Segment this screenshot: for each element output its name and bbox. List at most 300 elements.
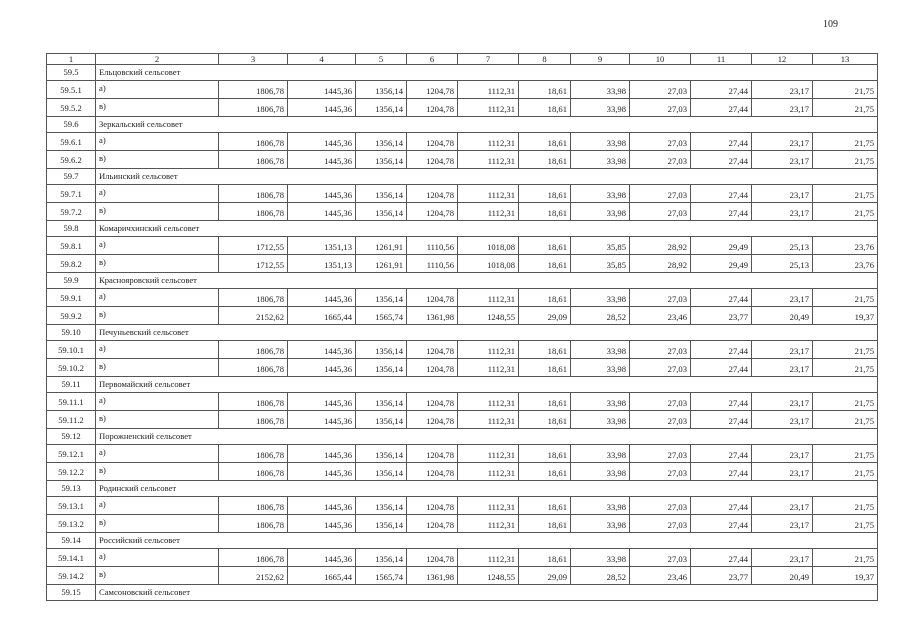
section-number: 59.8 [47,221,96,237]
value-cell: 27,44 [691,289,752,307]
row-number: 59.10.1 [47,341,96,359]
section-number: 59.5 [47,65,96,81]
value-cell: 21,75 [813,515,878,533]
value-cell: 1204,78 [407,411,458,429]
section-title: Печуньевский сельсовет [96,325,878,341]
value-cell: 35,85 [571,237,630,255]
value-cell: 27,44 [691,515,752,533]
value-cell: 1356,14 [356,203,407,221]
value-cell: 1204,78 [407,81,458,99]
value-cell: 27,03 [630,549,691,567]
value-cell: 1112,31 [458,133,519,151]
value-cell: 21,75 [813,341,878,359]
row-label: а) [96,393,219,411]
value-cell: 33,98 [571,203,630,221]
table-row [47,515,878,533]
section-row [47,221,878,237]
value-cell: 1110,56 [407,237,458,255]
section-title: Родинский сельсовет [96,481,878,497]
value-cell: 28,52 [571,567,630,585]
row-number: 59.11.1 [47,393,96,411]
value-cell: 18,61 [519,203,571,221]
value-cell: 1356,14 [356,99,407,117]
value-cell: 27,44 [691,359,752,377]
row-number: 59.7.2 [47,203,96,221]
value-cell: 1356,14 [356,497,407,515]
value-cell: 35,85 [571,255,630,273]
value-cell: 1445,36 [288,497,356,515]
value-cell: 1356,14 [356,81,407,99]
section-title: Ельцовский сельсовет [96,65,878,81]
value-cell: 33,98 [571,289,630,307]
value-cell: 33,98 [571,445,630,463]
value-cell: 27,03 [630,497,691,515]
value-cell: 23,17 [752,133,813,151]
value-cell: 23,46 [630,307,691,325]
table-row [47,133,878,151]
value-cell: 18,61 [519,549,571,567]
section-number: 59.13 [47,481,96,497]
value-cell: 1112,31 [458,289,519,307]
section-title: Краснояровский сельсовет [96,273,878,289]
row-label: а) [96,341,219,359]
value-cell: 33,98 [571,497,630,515]
value-cell: 1204,78 [407,359,458,377]
row-label: в) [96,99,219,117]
row-label: а) [96,185,219,203]
value-cell: 1712,55 [219,237,288,255]
row-number: 59.12.1 [47,445,96,463]
value-cell: 23,76 [813,255,878,273]
value-cell: 1018,08 [458,237,519,255]
value-cell: 1110,56 [407,255,458,273]
table-row [47,359,878,377]
value-cell: 27,03 [630,185,691,203]
value-cell: 1356,14 [356,411,407,429]
row-label: а) [96,445,219,463]
row-label: в) [96,255,219,273]
value-cell: 27,44 [691,341,752,359]
value-cell: 27,03 [630,515,691,533]
section-title: Российский сельсовет [96,533,878,549]
table-row [47,99,878,117]
value-cell: 23,17 [752,411,813,429]
value-cell: 18,61 [519,393,571,411]
value-cell: 25,13 [752,237,813,255]
value-cell: 1806,78 [219,203,288,221]
value-cell: 1112,31 [458,411,519,429]
value-cell: 27,44 [691,411,752,429]
value-cell: 1356,14 [356,185,407,203]
value-cell: 29,09 [519,307,571,325]
value-cell: 1445,36 [288,359,356,377]
value-cell: 1445,36 [288,393,356,411]
value-cell: 23,77 [691,567,752,585]
column-number-cell: 4 [288,54,356,65]
column-number-cell: 1 [47,54,96,65]
row-label: в) [96,307,219,325]
section-row [47,117,878,133]
value-cell: 1806,78 [219,393,288,411]
value-cell: 27,44 [691,185,752,203]
section-title: Порожненский сельсовет [96,429,878,445]
value-cell: 1204,78 [407,289,458,307]
value-cell: 23,17 [752,99,813,117]
table-row [47,549,878,567]
column-number-cell: 11 [691,54,752,65]
value-cell: 27,03 [630,99,691,117]
row-number: 59.12.2 [47,463,96,481]
value-cell: 27,44 [691,81,752,99]
value-cell: 33,98 [571,99,630,117]
column-number-cell: 10 [630,54,691,65]
value-cell: 1204,78 [407,445,458,463]
value-cell: 1261,91 [356,255,407,273]
value-cell: 1806,78 [219,133,288,151]
value-cell: 1204,78 [407,99,458,117]
value-cell: 27,03 [630,289,691,307]
value-cell: 27,03 [630,463,691,481]
value-cell: 18,61 [519,133,571,151]
value-cell: 28,92 [630,255,691,273]
table-row [47,203,878,221]
value-cell: 27,03 [630,133,691,151]
column-number-cell: 7 [458,54,519,65]
value-cell: 1356,14 [356,515,407,533]
value-cell: 23,17 [752,549,813,567]
value-cell: 18,61 [519,99,571,117]
column-number-cell: 8 [519,54,571,65]
value-cell: 1204,78 [407,133,458,151]
column-number-cell: 9 [571,54,630,65]
table-row [47,567,878,585]
row-number: 59.14.1 [47,549,96,567]
section-title: Первомайский сельсовет [96,377,878,393]
value-cell: 23,17 [752,203,813,221]
row-label: в) [96,411,219,429]
column-number-cell: 3 [219,54,288,65]
value-cell: 21,75 [813,289,878,307]
page-number: 109 [823,19,838,30]
value-cell: 27,44 [691,463,752,481]
value-cell: 1806,78 [219,549,288,567]
value-cell: 1356,14 [356,463,407,481]
value-cell: 1445,36 [288,411,356,429]
row-number: 59.9.2 [47,307,96,325]
value-cell: 27,03 [630,411,691,429]
value-cell: 2152,62 [219,307,288,325]
table-row [47,393,878,411]
value-cell: 20,49 [752,567,813,585]
value-cell: 27,03 [630,341,691,359]
value-cell: 1351,13 [288,255,356,273]
section-title: Самсоновский сельсовет [96,585,878,601]
value-cell: 28,52 [571,307,630,325]
value-cell: 18,61 [519,151,571,169]
value-cell: 23,17 [752,393,813,411]
value-cell: 2152,62 [219,567,288,585]
row-number: 59.13.1 [47,497,96,515]
value-cell: 23,46 [630,567,691,585]
value-cell: 1204,78 [407,185,458,203]
value-cell: 18,61 [519,185,571,203]
value-cell: 1356,14 [356,133,407,151]
value-cell: 21,75 [813,185,878,203]
value-cell: 21,75 [813,151,878,169]
value-cell: 33,98 [571,185,630,203]
row-label: а) [96,549,219,567]
value-cell: 1806,78 [219,411,288,429]
value-cell: 29,09 [519,567,571,585]
value-cell: 1806,78 [219,289,288,307]
section-title: Зеркальский сельсовет [96,117,878,133]
value-cell: 1361,98 [407,307,458,325]
value-cell: 1112,31 [458,203,519,221]
value-cell: 23,17 [752,289,813,307]
value-cell: 1806,78 [219,445,288,463]
value-cell: 1665,44 [288,307,356,325]
value-cell: 21,75 [813,359,878,377]
value-cell: 18,61 [519,497,571,515]
value-cell: 1356,14 [356,289,407,307]
row-label: а) [96,81,219,99]
value-cell: 1356,14 [356,445,407,463]
value-cell: 1112,31 [458,341,519,359]
value-cell: 18,61 [519,515,571,533]
value-cell: 1445,36 [288,341,356,359]
value-cell: 27,44 [691,393,752,411]
value-cell: 1445,36 [288,151,356,169]
value-cell: 18,61 [519,255,571,273]
row-label: а) [96,289,219,307]
value-cell: 1806,78 [219,515,288,533]
value-cell: 27,44 [691,445,752,463]
value-cell: 27,44 [691,99,752,117]
value-cell: 27,03 [630,81,691,99]
section-number: 59.10 [47,325,96,341]
row-label: в) [96,515,219,533]
value-cell: 1445,36 [288,445,356,463]
value-cell: 1445,36 [288,515,356,533]
row-label: в) [96,567,219,585]
value-cell: 23,17 [752,359,813,377]
value-cell: 25,13 [752,255,813,273]
value-cell: 33,98 [571,393,630,411]
section-row [47,377,878,393]
table-row [47,411,878,429]
value-cell: 21,75 [813,445,878,463]
value-cell: 21,75 [813,393,878,411]
value-cell: 1806,78 [219,463,288,481]
value-cell: 21,75 [813,203,878,221]
value-cell: 21,75 [813,81,878,99]
row-label: а) [96,237,219,255]
value-cell: 23,17 [752,341,813,359]
value-cell: 1112,31 [458,359,519,377]
row-number: 59.8.1 [47,237,96,255]
value-cell: 1445,36 [288,289,356,307]
value-cell: 1445,36 [288,185,356,203]
value-cell: 18,61 [519,445,571,463]
value-cell: 1112,31 [458,151,519,169]
value-cell: 28,92 [630,237,691,255]
value-cell: 1445,36 [288,549,356,567]
value-cell: 23,17 [752,151,813,169]
value-cell: 23,17 [752,515,813,533]
value-cell: 1565,74 [356,307,407,325]
value-cell: 1356,14 [356,341,407,359]
section-row [47,273,878,289]
table-row [47,185,878,203]
value-cell: 1204,78 [407,393,458,411]
value-cell: 27,03 [630,359,691,377]
value-cell: 1248,55 [458,567,519,585]
value-cell: 1806,78 [219,99,288,117]
table-row [47,151,878,169]
row-number: 59.10.2 [47,359,96,377]
value-cell: 1356,14 [356,393,407,411]
value-cell: 1806,78 [219,81,288,99]
value-cell: 1112,31 [458,549,519,567]
value-cell: 27,03 [630,203,691,221]
value-cell: 18,61 [519,289,571,307]
value-cell: 29,49 [691,237,752,255]
value-cell: 1204,78 [407,151,458,169]
table-row [47,81,878,99]
value-cell: 27,44 [691,203,752,221]
value-cell: 1112,31 [458,497,519,515]
value-cell: 27,03 [630,151,691,169]
value-cell: 1204,78 [407,463,458,481]
section-number: 59.12 [47,429,96,445]
value-cell: 1112,31 [458,81,519,99]
table-row [47,497,878,515]
value-cell: 1204,78 [407,515,458,533]
value-cell: 1112,31 [458,393,519,411]
row-label: а) [96,497,219,515]
value-cell: 23,76 [813,237,878,255]
value-cell: 1204,78 [407,203,458,221]
value-cell: 18,61 [519,359,571,377]
value-cell: 1445,36 [288,463,356,481]
table-row [47,445,878,463]
value-cell: 33,98 [571,81,630,99]
value-cell: 21,75 [813,133,878,151]
value-cell: 1665,44 [288,567,356,585]
section-number: 59.14 [47,533,96,549]
row-number: 59.11.2 [47,411,96,429]
value-cell: 1356,14 [356,549,407,567]
section-row [47,481,878,497]
section-row [47,585,878,601]
value-cell: 33,98 [571,515,630,533]
column-number-row [47,54,878,65]
table-body [47,54,878,601]
row-number: 59.13.2 [47,515,96,533]
value-cell: 27,44 [691,497,752,515]
row-number: 59.5.2 [47,99,96,117]
section-number: 59.7 [47,169,96,185]
value-cell: 27,03 [630,393,691,411]
row-number: 59.6.2 [47,151,96,169]
value-cell: 1806,78 [219,497,288,515]
value-cell: 33,98 [571,411,630,429]
row-number: 59.5.1 [47,81,96,99]
value-cell: 23,17 [752,445,813,463]
value-cell: 27,03 [630,445,691,463]
value-cell: 18,61 [519,463,571,481]
column-number-cell: 2 [96,54,219,65]
table-row [47,289,878,307]
row-label: в) [96,463,219,481]
value-cell: 21,75 [813,463,878,481]
value-cell: 1361,98 [407,567,458,585]
value-cell: 1712,55 [219,255,288,273]
row-label: в) [96,203,219,221]
value-cell: 33,98 [571,341,630,359]
value-cell: 27,44 [691,151,752,169]
value-cell: 1018,08 [458,255,519,273]
value-cell: 19,37 [813,307,878,325]
value-cell: 1204,78 [407,497,458,515]
column-number-cell: 6 [407,54,458,65]
value-cell: 21,75 [813,549,878,567]
value-cell: 1806,78 [219,359,288,377]
section-number: 59.11 [47,377,96,393]
section-row [47,325,878,341]
row-label: в) [96,359,219,377]
value-cell: 23,17 [752,463,813,481]
value-cell: 21,75 [813,497,878,515]
row-number: 59.7.1 [47,185,96,203]
value-cell: 29,49 [691,255,752,273]
value-cell: 1806,78 [219,151,288,169]
value-cell: 33,98 [571,133,630,151]
row-label: а) [96,133,219,151]
column-number-cell: 13 [813,54,878,65]
value-cell: 1112,31 [458,515,519,533]
section-row [47,533,878,549]
value-cell: 18,61 [519,341,571,359]
row-number: 59.14.2 [47,567,96,585]
value-cell: 33,98 [571,359,630,377]
value-cell: 1445,36 [288,81,356,99]
section-number: 59.6 [47,117,96,133]
value-cell: 1112,31 [458,185,519,203]
value-cell: 21,75 [813,411,878,429]
table-row [47,341,878,359]
table-row [47,307,878,325]
row-number: 59.9.1 [47,289,96,307]
table-row [47,237,878,255]
value-cell: 1261,91 [356,237,407,255]
value-cell: 1112,31 [458,99,519,117]
value-cell: 1356,14 [356,151,407,169]
value-cell: 18,61 [519,81,571,99]
value-cell: 23,17 [752,185,813,203]
value-cell: 1351,13 [288,237,356,255]
value-cell: 1112,31 [458,463,519,481]
value-cell: 23,77 [691,307,752,325]
value-cell: 23,17 [752,497,813,515]
value-cell: 33,98 [571,463,630,481]
value-cell: 1356,14 [356,359,407,377]
value-cell: 19,37 [813,567,878,585]
table-row [47,255,878,273]
section-number: 59.9 [47,273,96,289]
value-cell: 18,61 [519,411,571,429]
value-cell: 33,98 [571,549,630,567]
